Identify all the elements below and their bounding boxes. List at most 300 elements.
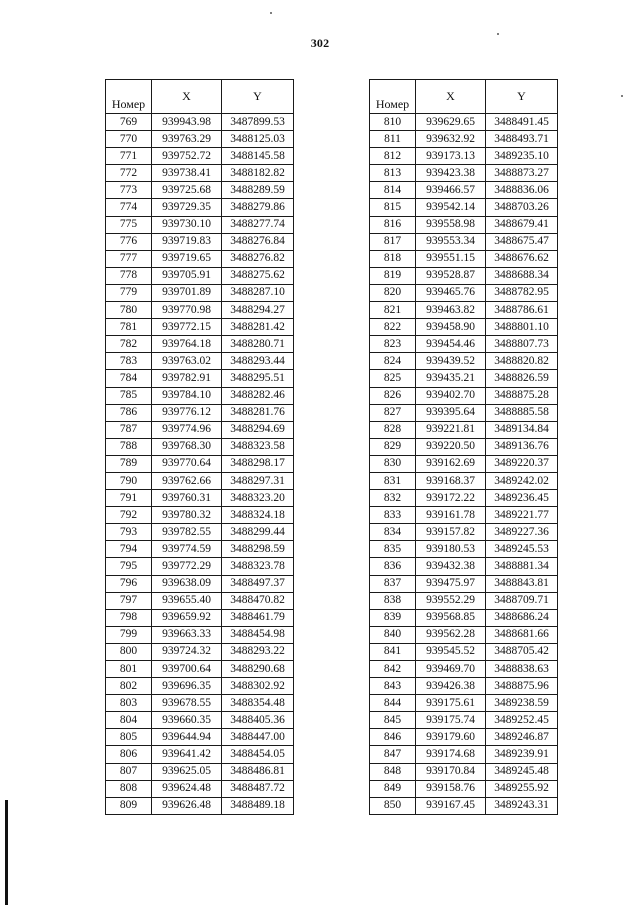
cell-y: 3488294.27 (222, 302, 294, 319)
cell-y: 3489245.53 (486, 541, 558, 558)
table-row (370, 592, 558, 609)
cell-x: 939174.68 (416, 746, 486, 763)
cell-number: 769 (106, 114, 152, 131)
cell-y: 3488145.58 (222, 148, 294, 165)
column-header-y: Y (486, 80, 558, 114)
cell-number: 843 (370, 678, 416, 695)
cell-y: 3488486.81 (222, 763, 294, 780)
cell-number: 791 (106, 490, 152, 507)
table-row (106, 746, 294, 763)
cell-y: 3488323.58 (222, 438, 294, 455)
cell-number: 770 (106, 131, 152, 148)
table-row (370, 524, 558, 541)
cell-number: 803 (106, 695, 152, 712)
cell-x: 939162.69 (416, 455, 486, 472)
cell-y: 3488709.71 (486, 592, 558, 609)
table-row (106, 763, 294, 780)
table-row (370, 165, 558, 182)
cell-y: 3488873.27 (486, 165, 558, 182)
cell-y: 3488279.86 (222, 199, 294, 216)
cell-number: 804 (106, 712, 152, 729)
table-row (106, 233, 294, 250)
table-row (106, 609, 294, 626)
cell-x: 939763.29 (152, 131, 222, 148)
cell-number: 823 (370, 336, 416, 353)
table-row (106, 302, 294, 319)
table-row (370, 575, 558, 592)
cell-y: 3488299.44 (222, 524, 294, 541)
table-row (370, 729, 558, 746)
cell-number: 797 (106, 592, 152, 609)
cell-x: 939542.14 (416, 199, 486, 216)
cell-number: 832 (370, 490, 416, 507)
table-row (370, 131, 558, 148)
cell-y: 3488281.76 (222, 404, 294, 421)
table-row (370, 284, 558, 301)
table-row (370, 114, 558, 131)
cell-number: 820 (370, 284, 416, 301)
cell-number: 794 (106, 541, 152, 558)
table-row (370, 267, 558, 284)
cell-number: 844 (370, 695, 416, 712)
cell-number: 818 (370, 250, 416, 267)
cell-x: 939157.82 (416, 524, 486, 541)
table-header-row (106, 80, 294, 114)
table-row (370, 626, 558, 643)
cell-x: 939454.46 (416, 336, 486, 353)
column-header-x: X (152, 80, 222, 114)
table-row (106, 250, 294, 267)
cell-y: 3488836.06 (486, 182, 558, 199)
cell-y: 3488293.44 (222, 353, 294, 370)
table-row (106, 678, 294, 695)
cell-number: 834 (370, 524, 416, 541)
cell-y: 3488470.82 (222, 592, 294, 609)
cell-y: 3488487.72 (222, 780, 294, 797)
cell-y: 3488875.28 (486, 387, 558, 404)
cell-y: 3488686.24 (486, 609, 558, 626)
table-row (370, 541, 558, 558)
table-row (106, 780, 294, 797)
scan-speck (497, 33, 499, 35)
cell-number: 787 (106, 421, 152, 438)
cell-number: 829 (370, 438, 416, 455)
cell-y: 3489136.76 (486, 438, 558, 455)
table-header-row (370, 80, 558, 114)
cell-x: 939678.55 (152, 695, 222, 712)
cell-number: 817 (370, 233, 416, 250)
cell-y: 3488182.82 (222, 165, 294, 182)
cell-x: 939626.48 (152, 797, 222, 814)
cell-x: 939168.37 (416, 472, 486, 489)
table-row (370, 643, 558, 660)
cell-y: 3488826.59 (486, 370, 558, 387)
cell-x: 939175.61 (416, 695, 486, 712)
cell-number: 828 (370, 421, 416, 438)
table-row (106, 438, 294, 455)
cell-x: 939172.22 (416, 490, 486, 507)
cell-y: 3489238.59 (486, 695, 558, 712)
cell-y: 3488705.42 (486, 643, 558, 660)
cell-y: 3488875.96 (486, 678, 558, 695)
cell-y: 3488838.63 (486, 661, 558, 678)
cell-number: 792 (106, 507, 152, 524)
cell-y: 3488294.69 (222, 421, 294, 438)
cell-x: 939776.12 (152, 404, 222, 421)
cell-y: 3487899.53 (222, 114, 294, 131)
cell-x: 939638.09 (152, 575, 222, 592)
cell-number: 771 (106, 148, 152, 165)
table-row (370, 421, 558, 438)
cell-x: 939221.81 (416, 421, 486, 438)
cell-x: 939170.84 (416, 763, 486, 780)
cell-y: 3488493.71 (486, 131, 558, 148)
cell-y: 3488843.81 (486, 575, 558, 592)
cell-x: 939562.28 (416, 626, 486, 643)
cell-y: 3489246.87 (486, 729, 558, 746)
cell-number: 780 (106, 302, 152, 319)
cell-y: 3489245.48 (486, 763, 558, 780)
cell-number: 799 (106, 626, 152, 643)
table-row (370, 490, 558, 507)
cell-x: 939458.90 (416, 319, 486, 336)
cell-number: 786 (106, 404, 152, 421)
cell-y: 3488298.17 (222, 455, 294, 472)
table-row (370, 678, 558, 695)
cell-number: 840 (370, 626, 416, 643)
column-header-x: X (416, 80, 486, 114)
table-row (370, 336, 558, 353)
cell-number: 825 (370, 370, 416, 387)
table-row (106, 643, 294, 660)
table-row (370, 148, 558, 165)
table-row (106, 165, 294, 182)
cell-number: 795 (106, 558, 152, 575)
cell-x: 939641.42 (152, 746, 222, 763)
cell-x: 939724.32 (152, 643, 222, 660)
cell-number: 838 (370, 592, 416, 609)
cell-x: 939729.35 (152, 199, 222, 216)
cell-y: 3488786.61 (486, 302, 558, 319)
cell-x: 939770.64 (152, 455, 222, 472)
cell-x: 939701.89 (152, 284, 222, 301)
table-row (370, 746, 558, 763)
cell-x: 939760.31 (152, 490, 222, 507)
cell-number: 802 (106, 678, 152, 695)
cell-y: 3489134.84 (486, 421, 558, 438)
table-row (106, 387, 294, 404)
table-row (370, 558, 558, 575)
cell-number: 812 (370, 148, 416, 165)
cell-number: 815 (370, 199, 416, 216)
cell-y: 3488276.84 (222, 233, 294, 250)
table-row (106, 626, 294, 643)
table-row (106, 353, 294, 370)
column-header-number: Номер (106, 80, 152, 114)
cell-y: 3489243.31 (486, 797, 558, 814)
cell-x: 939768.30 (152, 438, 222, 455)
cell-number: 850 (370, 797, 416, 814)
cell-number: 773 (106, 182, 152, 199)
cell-number: 790 (106, 472, 152, 489)
cell-y: 3488323.20 (222, 490, 294, 507)
cell-y: 3489252.45 (486, 712, 558, 729)
cell-y: 3488497.37 (222, 575, 294, 592)
cell-number: 796 (106, 575, 152, 592)
column-header-number: Номер (370, 80, 416, 114)
table-row (106, 695, 294, 712)
cell-x: 939730.10 (152, 216, 222, 233)
table-row (106, 114, 294, 131)
cell-x: 939774.96 (152, 421, 222, 438)
cell-number: 801 (106, 661, 152, 678)
table-row (370, 370, 558, 387)
table-row (106, 421, 294, 438)
cell-number: 847 (370, 746, 416, 763)
cell-y: 3488489.18 (222, 797, 294, 814)
cell-y: 3488277.74 (222, 216, 294, 233)
cell-y: 3488125.03 (222, 131, 294, 148)
cell-x: 939426.38 (416, 678, 486, 695)
cell-y: 3488454.05 (222, 746, 294, 763)
cell-y: 3489220.37 (486, 455, 558, 472)
table-row (106, 370, 294, 387)
cell-y: 3488676.62 (486, 250, 558, 267)
cell-number: 826 (370, 387, 416, 404)
cell-x: 939465.76 (416, 284, 486, 301)
cell-x: 939629.65 (416, 114, 486, 131)
cell-number: 830 (370, 455, 416, 472)
cell-number: 782 (106, 336, 152, 353)
cell-x: 939552.29 (416, 592, 486, 609)
table-row (106, 592, 294, 609)
cell-x: 939423.38 (416, 165, 486, 182)
cell-x: 939660.35 (152, 712, 222, 729)
cell-y: 3489221.77 (486, 507, 558, 524)
table-row (370, 216, 558, 233)
cell-x: 939545.52 (416, 643, 486, 660)
table-row (106, 524, 294, 541)
table-row (106, 148, 294, 165)
cell-y: 3488681.66 (486, 626, 558, 643)
cell-y: 3488290.68 (222, 661, 294, 678)
cell-number: 814 (370, 182, 416, 199)
table-row (370, 233, 558, 250)
table-row (370, 763, 558, 780)
table-row (106, 712, 294, 729)
table-row (106, 455, 294, 472)
table-row (370, 507, 558, 524)
table-row (106, 797, 294, 814)
cell-number: 779 (106, 284, 152, 301)
cell-x: 939161.78 (416, 507, 486, 524)
cell-x: 939659.92 (152, 609, 222, 626)
cell-x: 939782.55 (152, 524, 222, 541)
cell-y: 3488881.34 (486, 558, 558, 575)
cell-number: 837 (370, 575, 416, 592)
cell-x: 939770.98 (152, 302, 222, 319)
cell-x: 939463.82 (416, 302, 486, 319)
cell-x: 939752.72 (152, 148, 222, 165)
cell-y: 3488447.00 (222, 729, 294, 746)
cell-y: 3488885.58 (486, 404, 558, 421)
cell-x: 939173.13 (416, 148, 486, 165)
cell-number: 821 (370, 302, 416, 319)
cell-number: 800 (106, 643, 152, 660)
cell-number: 785 (106, 387, 152, 404)
cell-number: 781 (106, 319, 152, 336)
table-row (106, 199, 294, 216)
cell-y: 3488295.51 (222, 370, 294, 387)
cell-x: 939738.41 (152, 165, 222, 182)
table-row (370, 250, 558, 267)
cell-y: 3489239.91 (486, 746, 558, 763)
cell-y: 3488807.73 (486, 336, 558, 353)
table-row (106, 336, 294, 353)
cell-y: 3488820.82 (486, 353, 558, 370)
cell-x: 939624.48 (152, 780, 222, 797)
cell-y: 3488289.59 (222, 182, 294, 199)
cell-number: 806 (106, 746, 152, 763)
cell-y: 3488282.46 (222, 387, 294, 404)
table-row (370, 302, 558, 319)
scan-speck (270, 12, 272, 14)
table-row (370, 472, 558, 489)
cell-number: 811 (370, 131, 416, 148)
cell-number: 798 (106, 609, 152, 626)
cell-number: 789 (106, 455, 152, 472)
cell-number: 835 (370, 541, 416, 558)
table-row (106, 216, 294, 233)
cell-x: 939475.97 (416, 575, 486, 592)
cell-y: 3488324.18 (222, 507, 294, 524)
table-row (370, 438, 558, 455)
cell-x: 939719.83 (152, 233, 222, 250)
cell-x: 939625.05 (152, 763, 222, 780)
cell-x: 939696.35 (152, 678, 222, 695)
cell-number: 783 (106, 353, 152, 370)
cell-x: 939774.59 (152, 541, 222, 558)
cell-number: 793 (106, 524, 152, 541)
cell-number: 808 (106, 780, 152, 797)
cell-x: 939469.70 (416, 661, 486, 678)
cell-number: 842 (370, 661, 416, 678)
scan-edge-mark (5, 800, 8, 905)
cell-y: 3488293.22 (222, 643, 294, 660)
table-row (370, 695, 558, 712)
cell-x: 939553.34 (416, 233, 486, 250)
cell-x: 939772.29 (152, 558, 222, 575)
cell-y: 3488280.71 (222, 336, 294, 353)
cell-number: 849 (370, 780, 416, 797)
cell-y: 3488323.78 (222, 558, 294, 575)
coordinates-table-right (369, 79, 558, 815)
cell-number: 777 (106, 250, 152, 267)
table-row (106, 284, 294, 301)
cell-x: 939655.40 (152, 592, 222, 609)
cell-x: 939763.02 (152, 353, 222, 370)
table-row (106, 404, 294, 421)
cell-x: 939528.87 (416, 267, 486, 284)
cell-x: 939705.91 (152, 267, 222, 284)
cell-y: 3489235.10 (486, 148, 558, 165)
cell-y: 3488679.41 (486, 216, 558, 233)
table-row (106, 131, 294, 148)
cell-y: 3488491.45 (486, 114, 558, 131)
cell-x: 939719.65 (152, 250, 222, 267)
cell-number: 846 (370, 729, 416, 746)
table-row (106, 575, 294, 592)
scan-speck (621, 95, 623, 97)
cell-x: 939762.66 (152, 472, 222, 489)
table-row (370, 780, 558, 797)
cell-y: 3488454.98 (222, 626, 294, 643)
cell-x: 939432.38 (416, 558, 486, 575)
cell-y: 3488275.62 (222, 267, 294, 284)
cell-number: 788 (106, 438, 152, 455)
table-row (370, 404, 558, 421)
cell-y: 3489255.92 (486, 780, 558, 797)
cell-y: 3488782.95 (486, 284, 558, 301)
cell-x: 939644.94 (152, 729, 222, 746)
table-row (106, 319, 294, 336)
cell-x: 939179.60 (416, 729, 486, 746)
cell-x: 939551.15 (416, 250, 486, 267)
table-row (370, 455, 558, 472)
cell-number: 833 (370, 507, 416, 524)
cell-x: 939402.70 (416, 387, 486, 404)
cell-number: 774 (106, 199, 152, 216)
cell-x: 939466.57 (416, 182, 486, 199)
cell-number: 836 (370, 558, 416, 575)
cell-x: 939395.64 (416, 404, 486, 421)
cell-y: 3488461.79 (222, 609, 294, 626)
cell-x: 939772.15 (152, 319, 222, 336)
cell-x: 939180.53 (416, 541, 486, 558)
table-row (106, 558, 294, 575)
table-row (370, 661, 558, 678)
table-row (370, 712, 558, 729)
cell-x: 939663.33 (152, 626, 222, 643)
cell-x: 939700.64 (152, 661, 222, 678)
cell-x: 939167.45 (416, 797, 486, 814)
table-row (370, 319, 558, 336)
cell-x: 939175.74 (416, 712, 486, 729)
cell-x: 939764.18 (152, 336, 222, 353)
cell-x: 939943.98 (152, 114, 222, 131)
cell-x: 939558.98 (416, 216, 486, 233)
table-row (370, 797, 558, 814)
cell-y: 3489242.02 (486, 472, 558, 489)
table-row (106, 182, 294, 199)
cell-number: 819 (370, 267, 416, 284)
cell-number: 809 (106, 797, 152, 814)
cell-y: 3489227.36 (486, 524, 558, 541)
cell-number: 848 (370, 763, 416, 780)
cell-x: 939780.32 (152, 507, 222, 524)
cell-number: 813 (370, 165, 416, 182)
cell-y: 3488688.34 (486, 267, 558, 284)
cell-x: 939435.21 (416, 370, 486, 387)
table-row (370, 387, 558, 404)
cell-y: 3488276.82 (222, 250, 294, 267)
cell-x: 939725.68 (152, 182, 222, 199)
cell-number: 822 (370, 319, 416, 336)
cell-number: 839 (370, 609, 416, 626)
cell-x: 939784.10 (152, 387, 222, 404)
cell-y: 3488287.10 (222, 284, 294, 301)
table-row (106, 267, 294, 284)
